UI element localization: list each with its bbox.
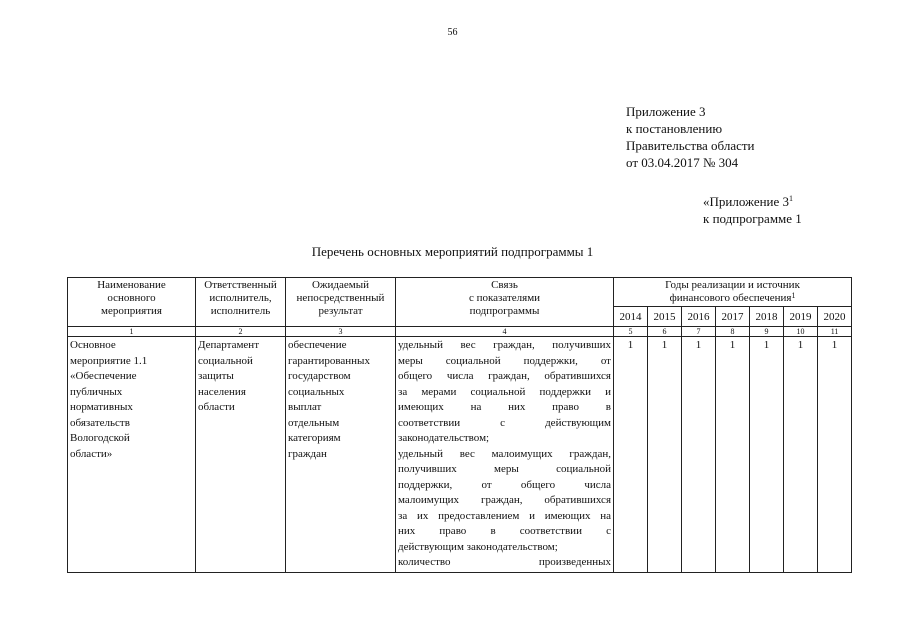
column-number: 6: [648, 327, 682, 337]
column-number: 9: [750, 327, 784, 337]
activities-table: [67, 277, 852, 573]
column-number: 10: [784, 327, 818, 337]
table-row: [68, 337, 852, 573]
column-number: 4: [396, 327, 614, 337]
page-number: 56: [447, 27, 458, 38]
header-expected-result: Ожидаемый непосредственный результат: [286, 278, 396, 327]
column-number: 5: [614, 327, 648, 337]
column-number: 8: [716, 327, 750, 337]
approval-line: Приложение 3: [626, 104, 706, 119]
header-main-activity: Наименование основного мероприятия: [68, 278, 196, 327]
approval-line: к постановлению: [626, 121, 723, 136]
sub-appendix-line: к подпрограмме 1: [703, 211, 802, 226]
year-value-cell: 1: [750, 337, 784, 573]
approval-line: Правительства области: [626, 138, 755, 153]
sub-appendix-text: «Приложение 3: [703, 194, 790, 209]
header-row: [68, 278, 852, 307]
header-indicators-link: Связь с показателями подпрограммы: [396, 278, 614, 327]
column-number: 7: [682, 327, 716, 337]
year-header: 2017: [716, 307, 750, 327]
year-header: 2016: [682, 307, 716, 327]
column-number: 11: [818, 327, 852, 337]
column-number-row: [68, 327, 852, 337]
year-value-cell: 1: [784, 337, 818, 573]
year-header: 2018: [750, 307, 784, 327]
footnote-mark: 1: [791, 291, 796, 300]
year-header: 2014: [614, 307, 648, 327]
executor-cell: Департамент социальной защиты населения области: [196, 337, 286, 573]
column-number: 2: [196, 327, 286, 337]
header-executor: Ответственный исполнитель, исполнитель: [196, 278, 286, 327]
document-title: Перечень основных мероприятий подпрограммы 1: [311, 244, 594, 259]
sub-appendix-line: [703, 193, 802, 210]
year-header: 2019: [784, 307, 818, 327]
indicators-cell: удельный вес граждан, получивших меры социальной поддержки, от общего числа граждан, обратившихся за мерами социальной поддержки и имеющих на них право в соответствии с действующим законодательством; удельный вес малоимущих граждан, получивших меры социальной поддержки, от общего числа малоимущих граждан, обратившихся за их предоставлением и имеющих на них право в соответствии с действующим законодательством; количество произведенных: [396, 337, 614, 573]
header-years-funding: Годы реализации и источник финансового обеспечения$^1$: [614, 278, 852, 307]
year-header: 2015: [648, 307, 682, 327]
year-value-cell: 1: [648, 337, 682, 573]
year-value-cell: 1: [614, 337, 648, 573]
year-value-cell: 1: [682, 337, 716, 573]
year-value-cell: 1: [716, 337, 750, 573]
main-activity-cell: Основное мероприятие 1.1 «Обеспечение публичных нормативных обязательств Вологодской области»: [68, 337, 196, 573]
sub-appendix-block: [703, 193, 802, 227]
year-value-cell: 1: [818, 337, 852, 573]
expected-result-cell: обеспечение гарантированных государством социальных выплат отдельным категориям граждан: [286, 337, 396, 573]
footnote-mark: 1: [789, 194, 794, 203]
approval-block: [626, 103, 755, 171]
year-header: 2020: [818, 307, 852, 327]
column-number: 3: [286, 327, 396, 337]
column-number: 1: [68, 327, 196, 337]
approval-line: от 03.04.2017 № 304: [626, 155, 739, 170]
